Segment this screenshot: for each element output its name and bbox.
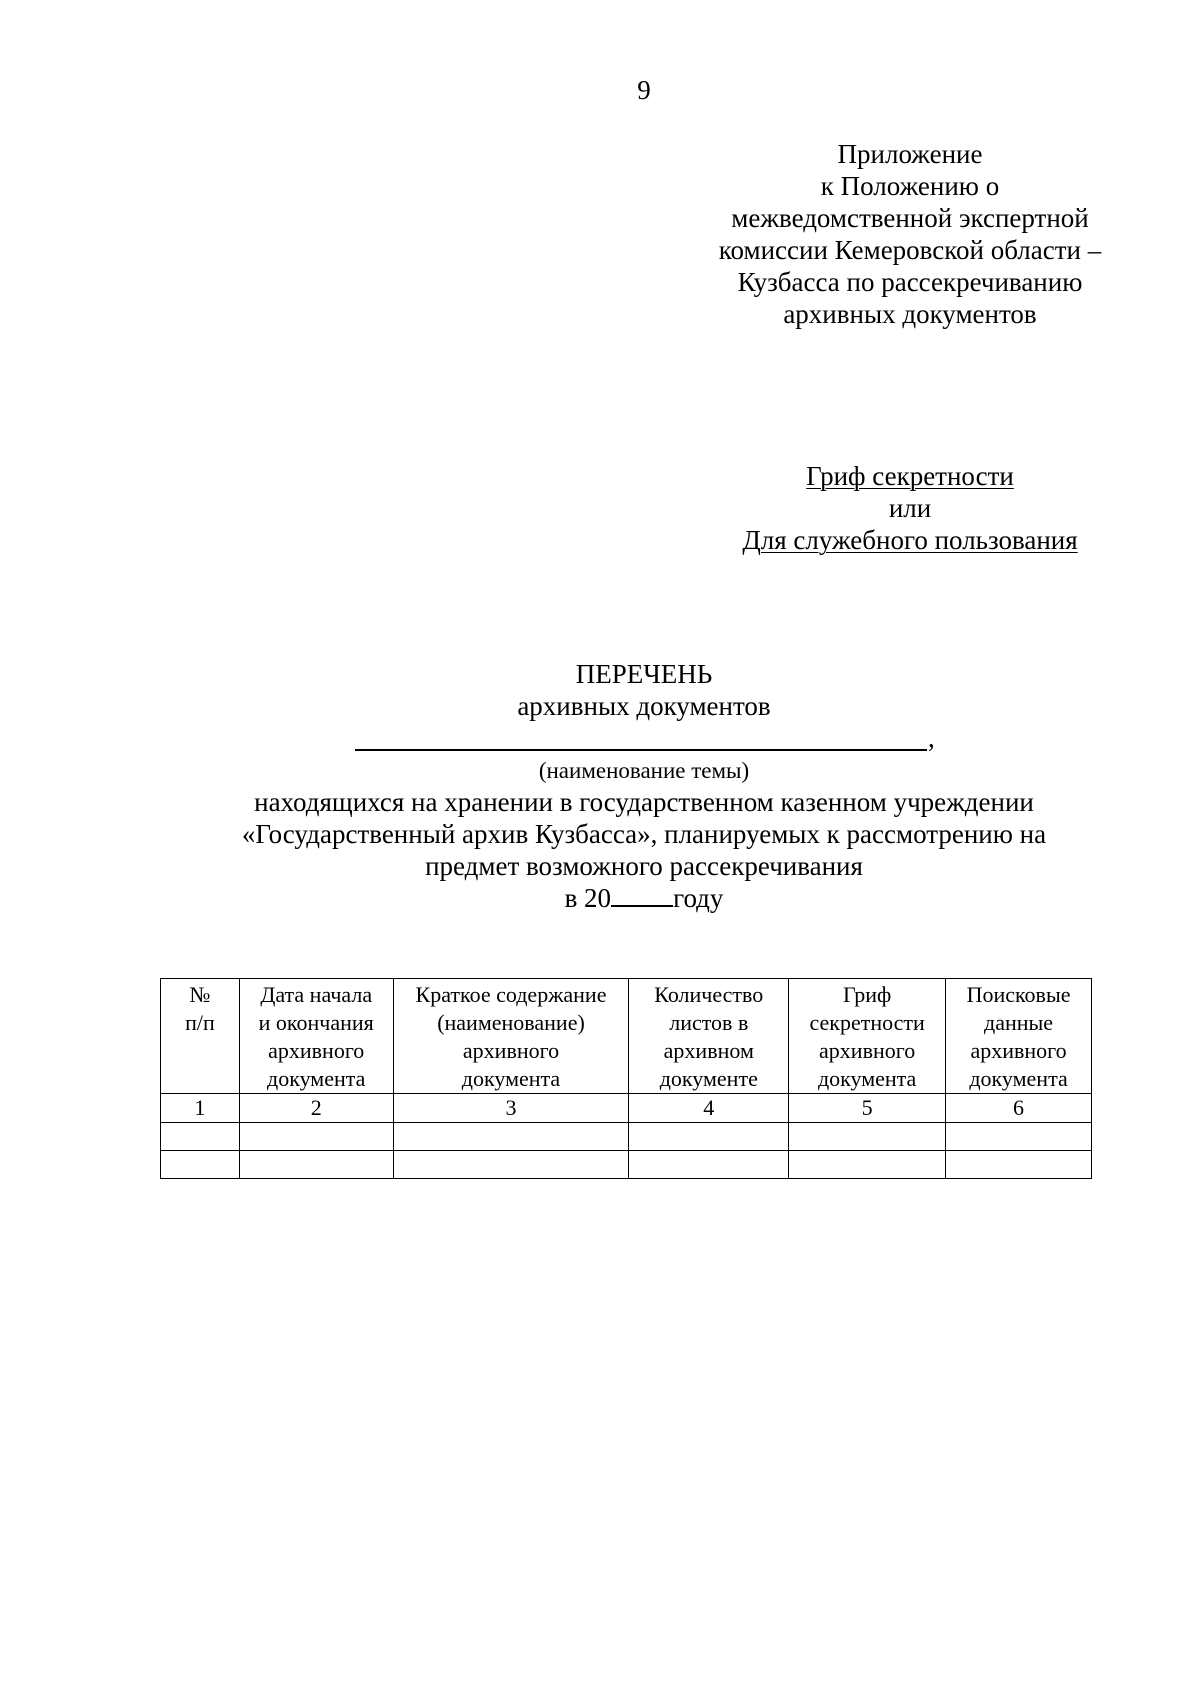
documents-table [160,978,1092,1179]
table-cell [239,1151,393,1179]
column-number-row [161,1094,1092,1123]
body-line: «Государственный архив Кузбасса», планируемых к рассмотрению на [241,819,1047,849]
col-header-secrecy [789,979,946,1094]
document-subheading: архивных документов [517,691,771,721]
header-line: Гриф [842,982,892,1007]
header-line: архивного [462,1038,560,1063]
header-line: Количество [654,982,764,1007]
header-line: архивного [970,1038,1067,1063]
body-line: предмет возможного рассекречивания [425,851,863,881]
table-cell [161,1123,240,1151]
theme-caption: (наименование темы) [538,758,750,783]
table-header-row [161,979,1092,1094]
header-line: документа [817,1066,917,1091]
title-block [100,658,1188,914]
secrecy-label: Гриф секретности [806,461,1014,491]
table-cell [393,1151,629,1179]
header-line: документа [969,1066,1068,1091]
header-line: (наименование) [437,1010,585,1035]
appendix-line: архивных документов [783,299,1037,329]
header-line: и окончания [258,1010,374,1035]
appendix-line: межведомственной экспертной [731,203,1089,233]
year-line [100,882,1188,914]
table-cell [239,1123,393,1151]
table-cell [393,1123,629,1151]
header-line: Краткое содержание [415,982,607,1007]
header-line: № [189,982,211,1007]
column-number-cell: 4 [629,1094,789,1123]
column-number-cell: 5 [789,1094,946,1123]
col-header-search-data [946,979,1092,1094]
header-line: Дата начала [260,982,373,1007]
column-number-cell: 6 [946,1094,1092,1123]
year-suffix: году [673,883,724,913]
table-row [161,1123,1092,1151]
header-line: Поисковые [966,982,1071,1007]
theme-blank-line [100,722,1188,756]
appendix-line: к Положению о [820,171,1000,201]
header-line: документа [267,1066,366,1091]
body-line: находящихся на хранении в государственном казенном учреждении [254,787,1034,817]
appendix-line: Приложение [837,139,983,169]
table-cell [629,1123,789,1151]
header-line: документа [461,1066,561,1091]
col-header-dates [239,979,393,1094]
theme-comma: , [928,723,935,753]
table-cell [789,1123,946,1151]
document-heading: ПЕРЕЧЕНЬ [575,659,713,689]
classification-block [720,460,1100,556]
appendix-line: Кузбасса по рассекречиванию [737,267,1083,297]
or-label: или [888,493,932,523]
col-header-summary [393,979,629,1094]
header-line: архивного [819,1038,916,1063]
year-blank [611,883,673,907]
table-cell [946,1123,1092,1151]
column-number-cell: 1 [161,1094,240,1123]
col-header-sheet-count [629,979,789,1094]
table-cell [789,1151,946,1179]
page-number: 9 [637,75,651,105]
col-header-number [161,979,240,1094]
header-line: архивного [268,1038,365,1063]
table-cell [161,1151,240,1179]
header-line: архивном [663,1038,754,1063]
official-use-label: Для служебного пользования [742,525,1078,555]
header-line: документе [659,1066,758,1091]
header-line: секретности [809,1010,925,1035]
table-cell [629,1151,789,1179]
table-row [161,1151,1092,1179]
table-cell [946,1151,1092,1179]
header-line: данные [984,1010,1054,1035]
appendix-line: комиссии Кемеровской области – [718,235,1102,265]
year-prefix: в 20 [564,883,612,913]
column-number-cell: 2 [239,1094,393,1123]
header-line: п/п [185,1010,215,1035]
header-line: листов в [669,1010,749,1035]
theme-underline [355,749,927,751]
column-number-cell: 3 [393,1094,629,1123]
appendix-note [705,138,1115,330]
